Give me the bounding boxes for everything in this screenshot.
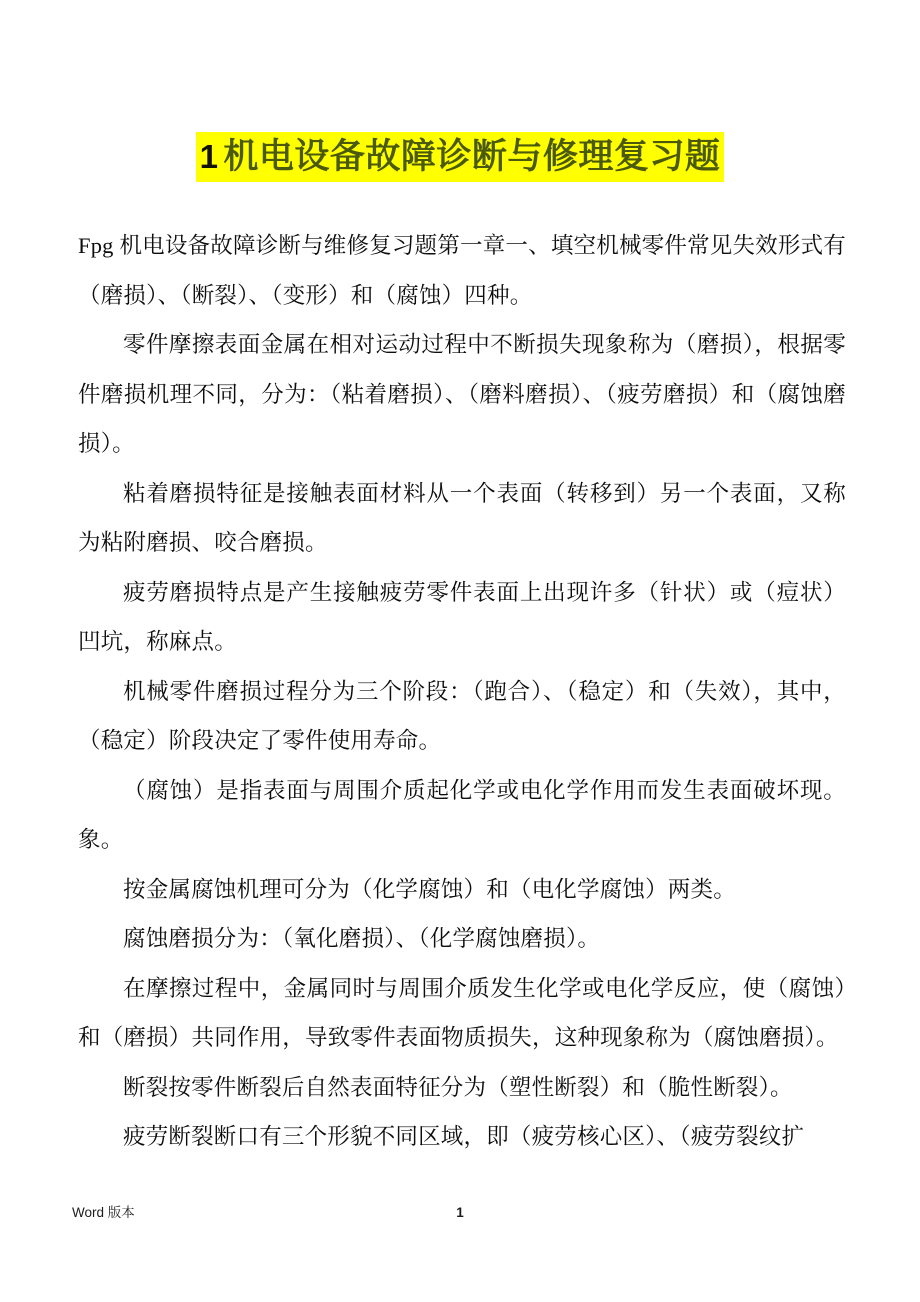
body-paragraph: Fpg 机电设备故障诊断与维修复习题第一章一、填空机械零件常见失效形式有（磨损）、（断裂）、（变形）和（腐蚀）四种。	[78, 233, 846, 308]
title-number: 1	[199, 138, 219, 175]
footer-page-number: 1	[456, 1205, 464, 1220]
body-paragraph: 腐蚀磨损分为：（氧化磨损）、（化学腐蚀磨损）。	[123, 926, 601, 951]
document-title-block	[0, 132, 920, 182]
body-paragraph: 疲劳断裂断口有三个形貌不同区域，即（疲劳核心区）、（疲劳裂纹扩	[123, 1124, 805, 1149]
title-text: 机电设备故障诊断与修理复习题	[223, 137, 721, 176]
page-footer	[0, 1203, 920, 1227]
body-paragraph: 按金属腐蚀机理可分为（化学腐蚀）和（电化学腐蚀）两类。	[123, 876, 736, 902]
page-title	[196, 132, 725, 182]
body-paragraph: （腐蚀）是指表面与周围介质起化学或电化学作用而发生表面破坏现。象。	[78, 777, 846, 852]
document-body	[78, 221, 846, 1162]
body-paragraph: 在摩擦过程中，金属同时与周围介质发生化学或电化学反应，使（腐蚀）和（磨损）共同作用，导致零件表面物质损失，这种现象称为（腐蚀磨损）。	[78, 975, 846, 1050]
body-paragraph: 粘着磨损特征是接触表面材料从一个表面（转移到）另一个表面，又称为粘附磨损、咬合磨损。	[78, 480, 846, 555]
body-paragraph: 疲劳磨损特点是产生接触疲劳零件表面上出现许多（针状）或（痘状）凹坑，称麻点。	[78, 579, 846, 654]
body-paragraph: 机械零件磨损过程分为三个阶段：（跑合）、（稳定）和（失效），其中，（稳定）阶段决定了零件使用寿命。	[78, 678, 846, 753]
footer-label: Word 版本	[72, 1205, 135, 1220]
body-paragraph: 断裂按零件断裂后自然表面特征分为（塑性断裂）和（脆性断裂）。	[123, 1074, 793, 1100]
body-paragraph: 零件摩擦表面金属在相对运动过程中不断损失现象称为（磨损），根据零件磨损机理不同，分为：（粘着磨损）、（磨料磨损）、（疲劳磨损）和（腐蚀磨损）。	[78, 332, 846, 456]
